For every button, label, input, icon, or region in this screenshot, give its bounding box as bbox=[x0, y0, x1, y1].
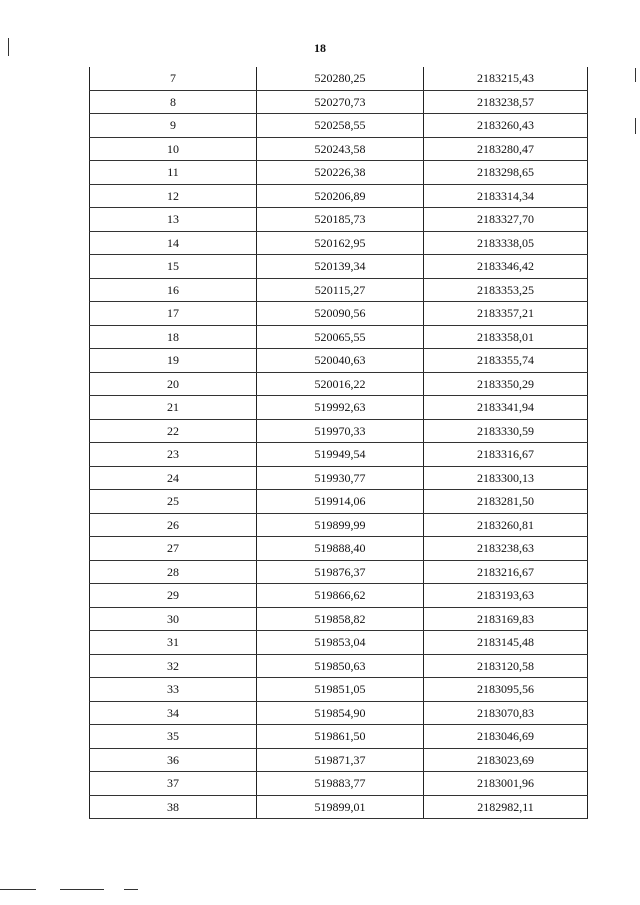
y-coordinate-cell: 2183120,58 bbox=[424, 654, 588, 678]
y-coordinate-cell: 2183281,50 bbox=[424, 490, 588, 514]
point-number-cell: 36 bbox=[90, 748, 257, 772]
x-coordinate-cell: 520243,58 bbox=[257, 137, 424, 161]
point-number-cell: 38 bbox=[90, 795, 257, 819]
y-coordinate-cell: 2183300,13 bbox=[424, 466, 588, 490]
point-number-cell: 23 bbox=[90, 443, 257, 467]
x-coordinate-cell: 519888,40 bbox=[257, 537, 424, 561]
point-number-cell: 30 bbox=[90, 607, 257, 631]
y-coordinate-cell: 2183280,47 bbox=[424, 137, 588, 161]
point-number-cell: 15 bbox=[90, 255, 257, 279]
x-coordinate-cell: 519861,50 bbox=[257, 725, 424, 749]
x-coordinate-cell: 520206,89 bbox=[257, 184, 424, 208]
point-number-cell: 34 bbox=[90, 701, 257, 725]
x-coordinate-cell: 519853,04 bbox=[257, 631, 424, 655]
table-row bbox=[90, 795, 588, 819]
y-coordinate-cell: 2183216,67 bbox=[424, 560, 588, 584]
point-number-cell: 26 bbox=[90, 513, 257, 537]
x-coordinate-cell: 519851,05 bbox=[257, 678, 424, 702]
x-coordinate-cell: 520090,56 bbox=[257, 302, 424, 326]
page-number: 18 bbox=[314, 41, 326, 55]
y-coordinate-cell: 2183238,57 bbox=[424, 90, 588, 114]
table-row bbox=[90, 443, 588, 467]
point-number-cell: 18 bbox=[90, 325, 257, 349]
scan-edge-mark bbox=[60, 889, 104, 890]
table-row bbox=[90, 278, 588, 302]
x-coordinate-cell: 520162,95 bbox=[257, 231, 424, 255]
point-number-cell: 9 bbox=[90, 114, 257, 138]
y-coordinate-cell: 2183260,81 bbox=[424, 513, 588, 537]
x-coordinate-cell: 520280,25 bbox=[257, 67, 424, 90]
point-number-cell: 7 bbox=[90, 67, 257, 90]
y-coordinate-cell: 2182982,11 bbox=[424, 795, 588, 819]
x-coordinate-cell: 519930,77 bbox=[257, 466, 424, 490]
x-coordinate-cell: 519992,63 bbox=[257, 396, 424, 420]
point-number-cell: 22 bbox=[90, 419, 257, 443]
x-coordinate-cell: 520226,38 bbox=[257, 161, 424, 185]
x-coordinate-cell: 520258,55 bbox=[257, 114, 424, 138]
coordinates-table-body bbox=[90, 67, 588, 819]
x-coordinate-cell: 520185,73 bbox=[257, 208, 424, 232]
scan-edge-mark bbox=[635, 68, 636, 82]
y-coordinate-cell: 2183145,48 bbox=[424, 631, 588, 655]
table-row bbox=[90, 466, 588, 490]
table-row bbox=[90, 654, 588, 678]
x-coordinate-cell: 519914,06 bbox=[257, 490, 424, 514]
y-coordinate-cell: 2183338,05 bbox=[424, 231, 588, 255]
y-coordinate-cell: 2183330,59 bbox=[424, 419, 588, 443]
scan-edge-mark bbox=[124, 889, 138, 890]
y-coordinate-cell: 2183095,56 bbox=[424, 678, 588, 702]
y-coordinate-cell: 2183238,63 bbox=[424, 537, 588, 561]
x-coordinate-cell: 520270,73 bbox=[257, 90, 424, 114]
point-number-cell: 27 bbox=[90, 537, 257, 561]
table-row bbox=[90, 678, 588, 702]
x-coordinate-cell: 519866,62 bbox=[257, 584, 424, 608]
x-coordinate-cell: 519883,77 bbox=[257, 772, 424, 796]
table-row bbox=[90, 748, 588, 772]
y-coordinate-cell: 2183353,25 bbox=[424, 278, 588, 302]
y-coordinate-cell: 2183169,83 bbox=[424, 607, 588, 631]
point-number-cell: 16 bbox=[90, 278, 257, 302]
table-row bbox=[90, 208, 588, 232]
table-row bbox=[90, 67, 588, 90]
x-coordinate-cell: 519949,54 bbox=[257, 443, 424, 467]
table-row bbox=[90, 560, 588, 584]
table-row bbox=[90, 513, 588, 537]
point-number-cell: 17 bbox=[90, 302, 257, 326]
point-number-cell: 32 bbox=[90, 654, 257, 678]
y-coordinate-cell: 2183316,67 bbox=[424, 443, 588, 467]
y-coordinate-cell: 2183350,29 bbox=[424, 372, 588, 396]
table-row bbox=[90, 537, 588, 561]
y-coordinate-cell: 2183346,42 bbox=[424, 255, 588, 279]
coordinates-table bbox=[89, 67, 588, 819]
point-number-cell: 8 bbox=[90, 90, 257, 114]
point-number-cell: 33 bbox=[90, 678, 257, 702]
x-coordinate-cell: 519899,01 bbox=[257, 795, 424, 819]
point-number-cell: 28 bbox=[90, 560, 257, 584]
x-coordinate-cell: 519876,37 bbox=[257, 560, 424, 584]
x-coordinate-cell: 520016,22 bbox=[257, 372, 424, 396]
point-number-cell: 35 bbox=[90, 725, 257, 749]
point-number-cell: 37 bbox=[90, 772, 257, 796]
y-coordinate-cell: 2183358,01 bbox=[424, 325, 588, 349]
scan-edge-mark bbox=[635, 118, 636, 134]
x-coordinate-cell: 519850,63 bbox=[257, 654, 424, 678]
table-row bbox=[90, 161, 588, 185]
table-row bbox=[90, 607, 588, 631]
point-number-cell: 21 bbox=[90, 396, 257, 420]
point-number-cell: 14 bbox=[90, 231, 257, 255]
table-row bbox=[90, 631, 588, 655]
point-number-cell: 11 bbox=[90, 161, 257, 185]
table-row bbox=[90, 90, 588, 114]
table-row bbox=[90, 772, 588, 796]
table-row bbox=[90, 231, 588, 255]
y-coordinate-cell: 2183355,74 bbox=[424, 349, 588, 373]
table-row bbox=[90, 114, 588, 138]
y-coordinate-cell: 2183260,43 bbox=[424, 114, 588, 138]
scan-edge-mark bbox=[8, 38, 9, 56]
x-coordinate-cell: 519858,82 bbox=[257, 607, 424, 631]
x-coordinate-cell: 519970,33 bbox=[257, 419, 424, 443]
table-row bbox=[90, 255, 588, 279]
y-coordinate-cell: 2183357,21 bbox=[424, 302, 588, 326]
table-row bbox=[90, 325, 588, 349]
x-coordinate-cell: 519899,99 bbox=[257, 513, 424, 537]
y-coordinate-cell: 2183341,94 bbox=[424, 396, 588, 420]
x-coordinate-cell: 519854,90 bbox=[257, 701, 424, 725]
point-number-cell: 10 bbox=[90, 137, 257, 161]
x-coordinate-cell: 520115,27 bbox=[257, 278, 424, 302]
point-number-cell: 24 bbox=[90, 466, 257, 490]
point-number-cell: 13 bbox=[90, 208, 257, 232]
y-coordinate-cell: 2183023,69 bbox=[424, 748, 588, 772]
y-coordinate-cell: 2183298,65 bbox=[424, 161, 588, 185]
x-coordinate-cell: 520065,55 bbox=[257, 325, 424, 349]
table-row bbox=[90, 137, 588, 161]
table-row bbox=[90, 725, 588, 749]
point-number-cell: 19 bbox=[90, 349, 257, 373]
table-row bbox=[90, 302, 588, 326]
y-coordinate-cell: 2183070,83 bbox=[424, 701, 588, 725]
y-coordinate-cell: 2183215,43 bbox=[424, 67, 588, 90]
table-row bbox=[90, 584, 588, 608]
x-coordinate-cell: 520139,34 bbox=[257, 255, 424, 279]
scan-edge-mark bbox=[0, 889, 36, 890]
x-coordinate-cell: 519871,37 bbox=[257, 748, 424, 772]
table-row bbox=[90, 396, 588, 420]
y-coordinate-cell: 2183314,34 bbox=[424, 184, 588, 208]
y-coordinate-cell: 2183001,96 bbox=[424, 772, 588, 796]
point-number-cell: 25 bbox=[90, 490, 257, 514]
table-row bbox=[90, 701, 588, 725]
y-coordinate-cell: 2183193,63 bbox=[424, 584, 588, 608]
x-coordinate-cell: 520040,63 bbox=[257, 349, 424, 373]
table-row bbox=[90, 490, 588, 514]
table-row bbox=[90, 184, 588, 208]
point-number-cell: 20 bbox=[90, 372, 257, 396]
y-coordinate-cell: 2183046,69 bbox=[424, 725, 588, 749]
y-coordinate-cell: 2183327,70 bbox=[424, 208, 588, 232]
point-number-cell: 12 bbox=[90, 184, 257, 208]
point-number-cell: 31 bbox=[90, 631, 257, 655]
table-row bbox=[90, 419, 588, 443]
table-row bbox=[90, 372, 588, 396]
point-number-cell: 29 bbox=[90, 584, 257, 608]
table-row bbox=[90, 349, 588, 373]
